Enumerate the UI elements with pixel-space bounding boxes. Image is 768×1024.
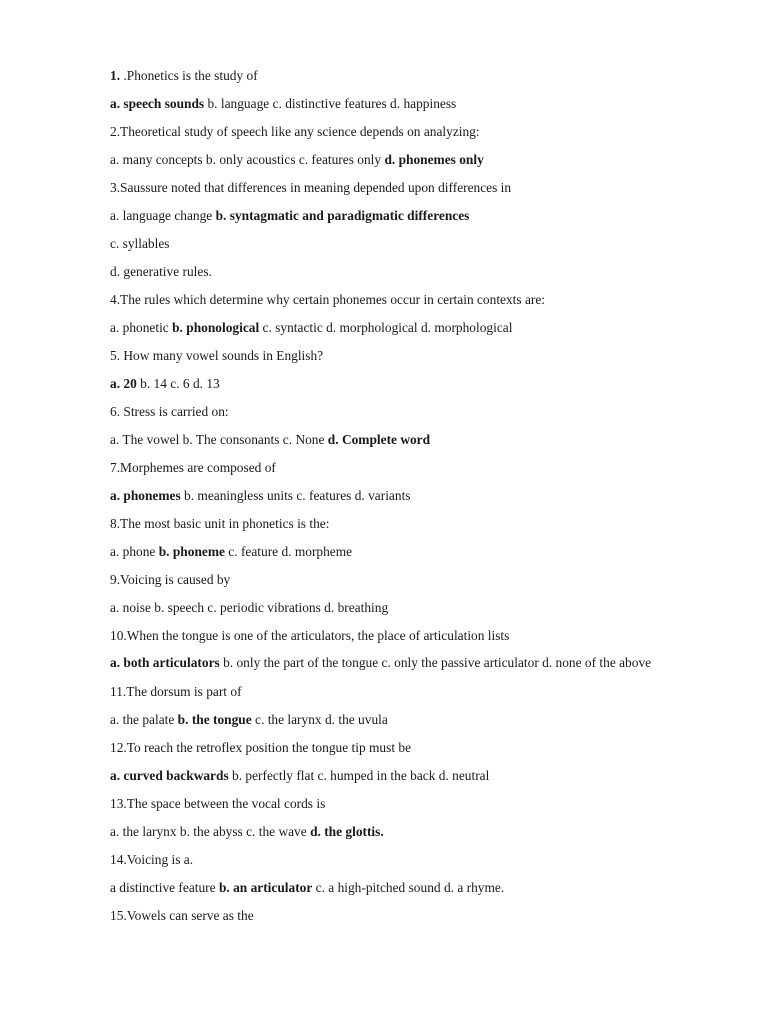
text-line [110, 626, 720, 654]
text-line [110, 150, 720, 178]
text-line [110, 206, 720, 234]
line-text: 6. Stress is carried on: [110, 404, 229, 419]
text-line [110, 458, 720, 486]
text-line [110, 290, 720, 318]
line-text: a. language change [110, 208, 216, 223]
text-line [110, 878, 720, 906]
text-line [110, 486, 720, 514]
line-text: 15.Vowels can serve as the [110, 908, 254, 923]
line-text: .Phonetics is the study of [120, 68, 258, 83]
text-line [110, 94, 720, 122]
answer-text: b. syntagmatic and paradigmatic differences [215, 208, 470, 223]
line-text: a. the palate [110, 712, 178, 727]
line-text: 3.Saussure noted that differences in meaning depended upon differences in [110, 180, 512, 195]
answer-text: a. both articulators [110, 655, 220, 670]
line-text: b. only the part of the tongue c. only the passive articulator d. none of the above [219, 655, 652, 670]
answer-text: a. speech sounds [110, 96, 205, 111]
line-text: a. the larynx b. the abyss c. the wave [110, 824, 311, 839]
answer-text: b. phoneme [158, 544, 225, 559]
quiz-text [110, 66, 720, 934]
answer-text: a. phonemes [110, 488, 181, 503]
line-text: a distinctive feature [110, 880, 219, 895]
answer-text: a. curved backwards [110, 768, 229, 783]
answer-text: a. 20 [110, 376, 137, 391]
answer-text: d. Complete word [327, 432, 431, 447]
text-line [110, 122, 720, 150]
line-text: c. a high-pitched sound d. a rhyme. [312, 880, 505, 895]
line-text: c. feature d. morpheme [224, 544, 353, 559]
line-text: a. many concepts b. only acoustics c. features only [110, 152, 385, 167]
text-line [110, 682, 720, 710]
line-text: 13.The space between the vocal cords is [110, 796, 326, 811]
text-line [110, 234, 720, 262]
line-text: a. phone [110, 544, 159, 559]
line-text: b. 14 c. 6 d. 13 [136, 376, 220, 391]
line-text: 7.Morphemes are composed of [110, 460, 276, 475]
text-line [110, 66, 720, 94]
line-text: b. meaningless units c. features d. variants [180, 488, 411, 503]
text-line [110, 346, 720, 374]
answer-text: b. the tongue [177, 712, 252, 727]
line-text: c. syntactic d. morphological d. morphological [259, 320, 513, 335]
line-text: 2.Theoretical study of speech like any science depends on analyzing: [110, 124, 480, 139]
line-text: 5. How many vowel sounds in English? [110, 348, 324, 363]
text-line [110, 822, 720, 850]
line-text: 14.Voicing is a. [110, 852, 194, 867]
line-text: a. noise b. speech c. periodic vibrations d. breathing [110, 600, 389, 615]
text-line [110, 906, 720, 934]
text-line [110, 542, 720, 570]
line-text: 4.The rules which determine why certain phonemes occur in certain contexts are: [110, 292, 546, 307]
answer-text: b. an articulator [218, 880, 313, 895]
text-line [110, 654, 720, 672]
text-line [110, 430, 720, 458]
line-text: 12.To reach the retroflex position the tongue tip must be [110, 740, 412, 755]
text-line [110, 374, 720, 402]
line-text: b. perfectly flat c. humped in the back d. neutral [228, 768, 490, 783]
text-line [110, 514, 720, 542]
line-text: a. The vowel b. The consonants c. None [110, 432, 328, 447]
text-line [110, 598, 720, 626]
line-text: 9.Voicing is caused by [110, 572, 231, 587]
line-text: c. syllables [110, 236, 170, 251]
line-text: b. language c. distinctive features d. happiness [204, 96, 457, 111]
answer-text: 1. [110, 68, 121, 83]
text-line [110, 178, 720, 206]
answer-text: d. phonemes only [384, 152, 484, 167]
text-line [110, 710, 720, 738]
text-line [110, 262, 720, 290]
answer-text: b. phonological [172, 320, 260, 335]
text-line [110, 318, 720, 346]
line-text: a. phonetic [110, 320, 173, 335]
text-line [110, 738, 720, 766]
text-line [110, 850, 720, 878]
answer-text: d. the glottis. [310, 824, 384, 839]
line-text: c. the larynx d. the uvula [251, 712, 388, 727]
text-line [110, 794, 720, 822]
line-text: 11.The dorsum is part of [110, 684, 242, 699]
line-text: 10.When the tongue is one of the articulators, the place of articulation lists [110, 628, 510, 643]
line-text: d. generative rules. [110, 264, 212, 279]
text-line [110, 570, 720, 598]
line-text: 8.The most basic unit in phonetics is the: [110, 516, 330, 531]
text-line [110, 402, 720, 430]
text-line [110, 766, 720, 794]
